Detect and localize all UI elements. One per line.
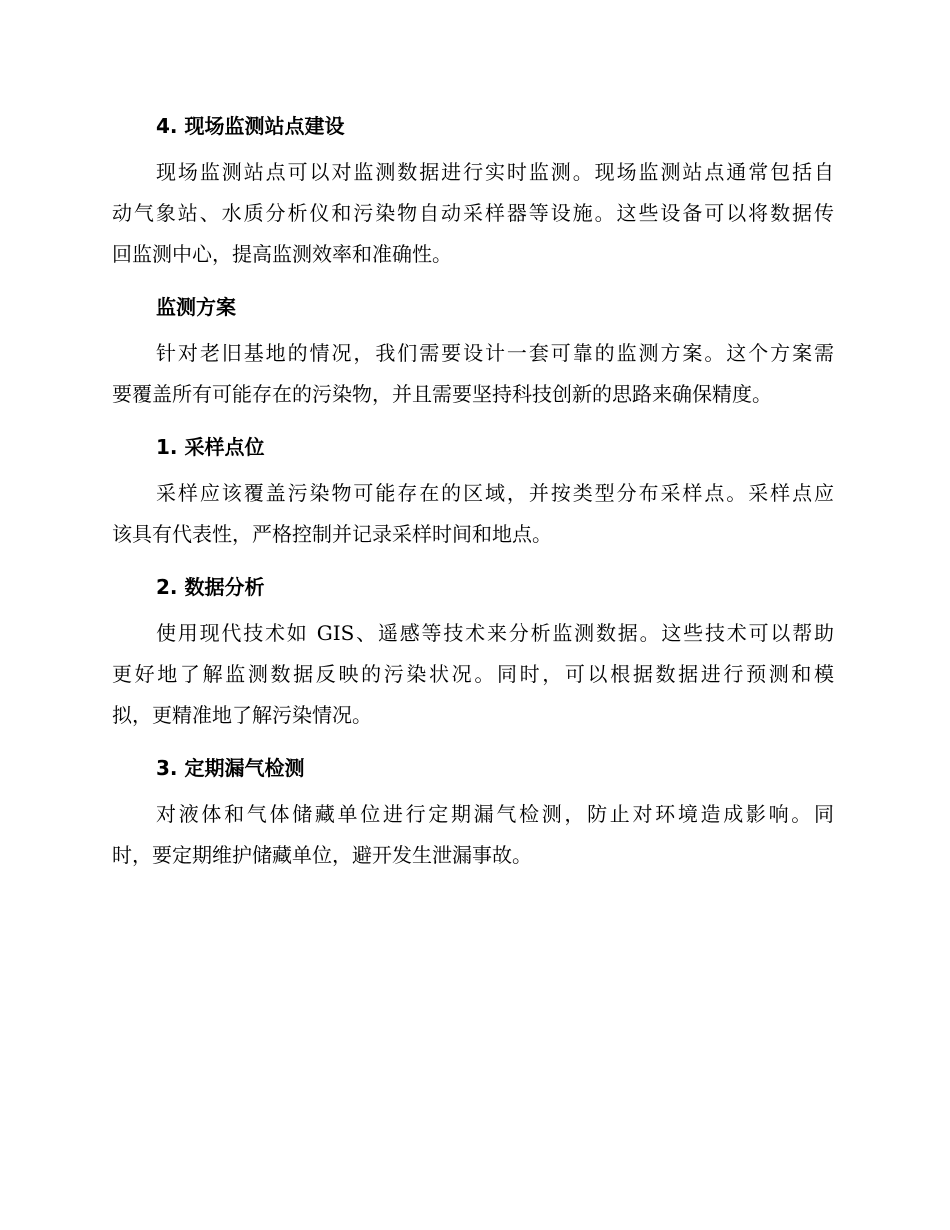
- paragraph-line: 回监测中心，提高监测效率和准确性。: [112, 242, 452, 266]
- paragraph-line: 现场监测站点可以对监测数据进行实时监测。现场监测站点通常包括自: [156, 160, 834, 184]
- paragraph-monitoring-plan: [112, 333, 834, 415]
- section-heading-leak-detection: 3. 定期漏气检测: [156, 756, 305, 780]
- paragraph-line: 时，要定期维护储藏单位，避开发生泄漏事故。: [112, 843, 532, 867]
- section-heading-data-analysis: 2. 数据分析: [156, 575, 265, 599]
- paragraph-sampling-points: [112, 473, 834, 555]
- paragraph-line: 更好地了解监测数据反映的污染状况。同时，可以根据数据进行预测和模: [112, 662, 834, 686]
- paragraph-line: 拟，更精准地了解污染情况。: [112, 703, 372, 727]
- paragraph-line: 要覆盖所有可能存在的污染物，并且需要坚持科技创新的思路来确保精度。: [112, 382, 772, 406]
- paragraph-line: 动气象站、水质分析仪和污染物自动采样器等设施。这些设备可以将数据传: [112, 201, 834, 225]
- paragraph-leak-detection: [112, 794, 834, 876]
- paragraph-line: 使用现代技术如 GIS、遥感等技术来分析监测数据。这些技术可以帮助: [156, 621, 834, 645]
- section-heading-sampling-points: 1. 采样点位: [156, 435, 265, 459]
- paragraph-line: 对液体和气体储藏单位进行定期漏气检测，防止对环境造成影响。同: [156, 802, 834, 826]
- paragraph-data-analysis: [112, 613, 834, 736]
- paragraph-line: 采样应该覆盖污染物可能存在的区域，并按类型分布采样点。采样点应: [156, 481, 834, 505]
- paragraph-line: 该具有代表性，严格控制并记录采样时间和地点。: [112, 522, 552, 546]
- section-heading-site-construction: 4. 现场监测站点建设: [156, 114, 345, 138]
- section-heading-monitoring-plan: 监测方案: [156, 295, 236, 319]
- paragraph-line: 针对老旧基地的情况，我们需要设计一套可靠的监测方案。这个方案需: [156, 341, 834, 365]
- paragraph-site-construction: [112, 152, 834, 275]
- document-body: [112, 108, 834, 890]
